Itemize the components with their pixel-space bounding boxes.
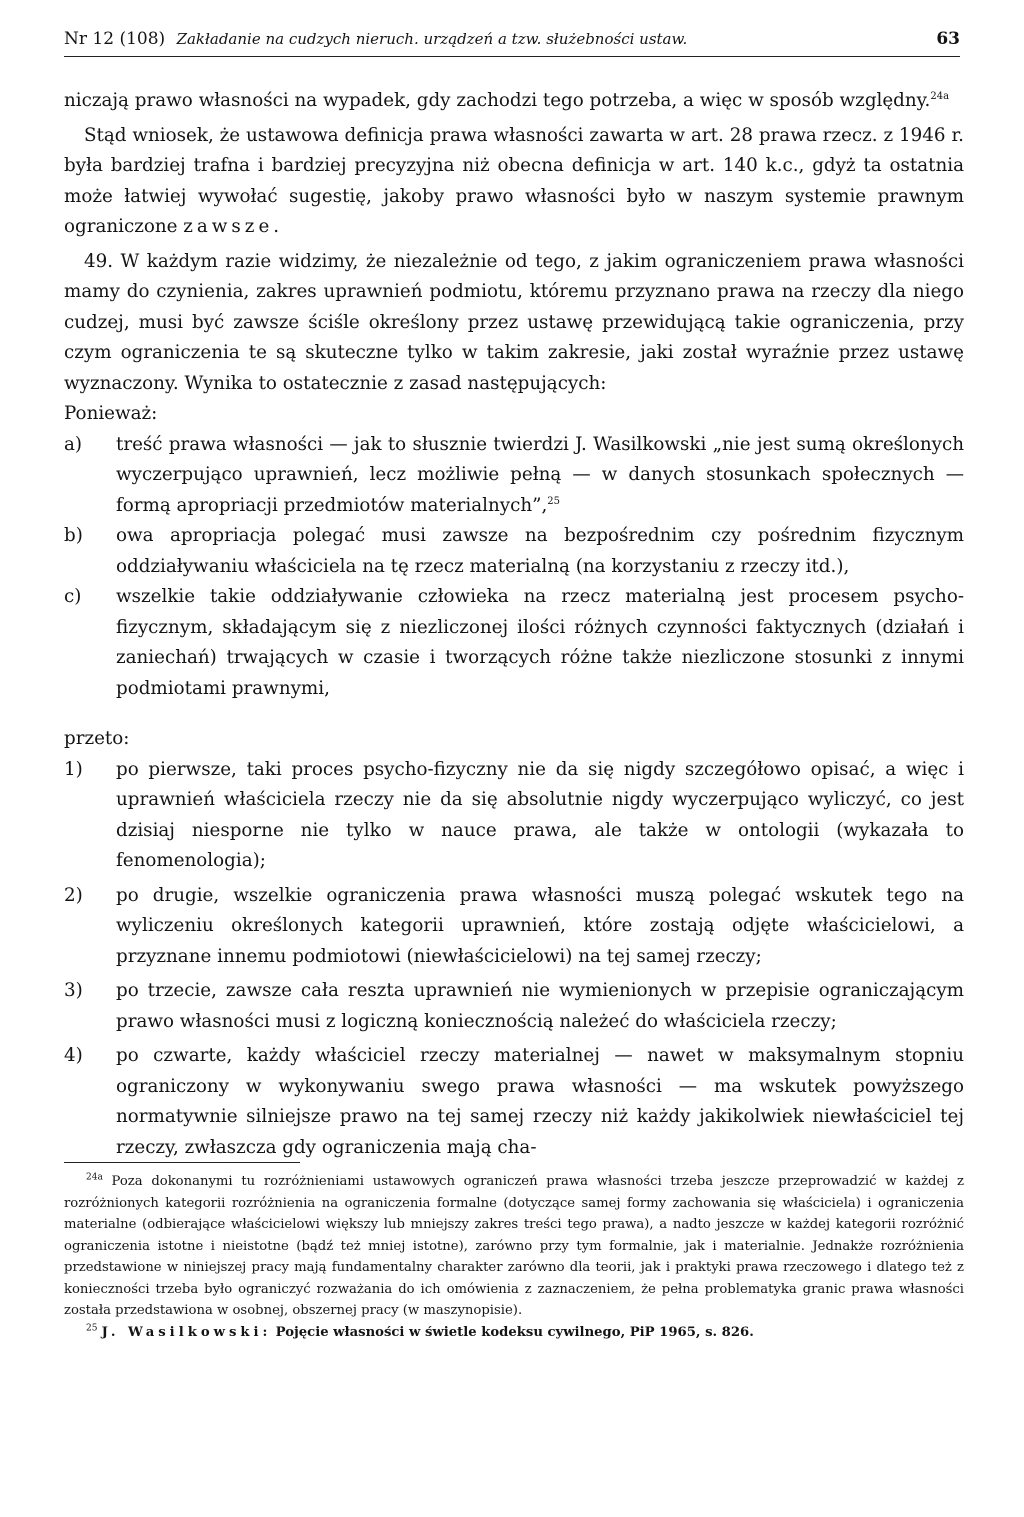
item-label: c) <box>64 586 82 607</box>
conclusions-list <box>64 755 964 1164</box>
item-label: 3) <box>64 980 83 1001</box>
item-text: treść prawa własności — jak to słusznie twierdzi J. Wasilkowski „nie jest sumą określonych wyczerpująco uprawnień, lecz możliwie pełną — w danych stosunkach społecznych — formą apropriacji przedmiotów materialnych”,$^{25}$ <box>116 433 964 516</box>
list-item <box>64 976 964 1037</box>
list-item <box>64 881 964 973</box>
item-label: b) <box>64 525 83 546</box>
item-text: po drugie, wszelkie ograniczenia prawa własności muszą polegać wskutek tego na wyliczeniu określonych kategorii uprawnień, które zostają odjęte właścicielowi, a przyznane innemu podmiotowi (niewłaścicielowi) na tej samej rzeczy; <box>116 884 964 967</box>
footnote-mark: 24a <box>86 1172 103 1183</box>
paragraph-definition: Stąd wniosek, że ustawowa definicja prawa własności zawarta w art. 28 prawa rzecz. z 1946 r. była bardziej trafna i bardziej precyzyjna niż obecna definicja w art. 140 k.c., gdyż ta ostatnia może łatwiej wywołać sugestię, jakoby prawo własności było w naszym systemie prawnym ograniczone zawsze. <box>64 124 964 237</box>
premises-list <box>64 430 964 705</box>
running-title: Zakładanie na cudzych nieruch. urządzeń a tzw. służebności ustaw. <box>176 30 688 48</box>
item-label: 1) <box>64 758 83 780</box>
poniewaz-label: Ponieważ: <box>64 403 158 424</box>
item-label: 4) <box>64 1045 83 1066</box>
page-number: 63 <box>936 29 960 49</box>
item-text: wszelkie takie oddziaływanie człowieka na rzecz materialną jest procesem psycho-fizycznym, składającym się z niezliczonej ilości różnych czynności faktycznych (działań i zaniechań) trwających w czasie i tworzących różne także niezliczone stosunki z innymi podmiotami prawnymi, <box>116 586 964 699</box>
item-label: 2) <box>64 884 83 906</box>
item-label: a) <box>64 433 83 455</box>
list-item <box>64 521 964 582</box>
running-header <box>64 28 960 57</box>
footnote-separator <box>64 1162 300 1163</box>
footnote-25 <box>64 1322 964 1344</box>
list-item <box>64 430 964 522</box>
header-left <box>64 28 687 50</box>
footnote-ref-25: 25 <box>547 495 560 507</box>
item-text: po trzecie, zawsze cała reszta uprawnień nie wymienionych w przepisie ograniczającym prawo własności musi z logiczną koniecznością należeć do właściciela rzeczy; <box>116 980 964 1032</box>
footnote-citation: Pojęcie własności w świetle kodeksu cywilnego, PiP 1965, s. 826. <box>275 1324 754 1340</box>
spaced-emphasis: zawsze. <box>183 216 284 237</box>
footnote-ref-24a: 24a <box>930 90 950 102</box>
footnotes <box>64 1162 964 1343</box>
spacer <box>64 704 964 724</box>
list-item <box>64 582 964 704</box>
footnote-author: J. Wasilkowski: <box>101 1324 272 1340</box>
list-item <box>64 1041 964 1163</box>
paragraph-49: 49. W każdym razie widzimy, że niezależnie od tego, z jakim ograniczeniem prawa własności mamy do czynienia, zakres uprawnień podmiotu, któremu przyznano prawa na rzeczy dla niego cudzej, musi być zawsze ściśle określony przez ustawę przewidującą takie ograniczenia, przy czym ograniczenia te są skuteczne tylko w takim zakresie, jaki został wyraźnie przez ustawę wyznaczony. Wynika to ostatecznie z zasad następujących: <box>64 250 964 394</box>
footnote-24a: $^{24a}$ Poza dokonanymi tu rozróżnieniami ustawowych ograniczeń prawa własności trzeba jeszcze przeprowadzić w każdej z rozróżnionych kategorii rozróżnienia na ograniczenia formalne (dotyczące samej formy zachowania się właściciela) i ograniczenia materialne (odbierające właścicielowi większy lub mniejszy zakres treści tego prawa), a nadto jeszcze w każdej kategorii rozróżnić ograniczenia istotne i nieistotne (bądź też mniej istotne), zarówno przy tym formalnie, jak i materialnie. Jednakże rozróżnienia przedstawione w niniejszej pracy mają fundamentalny charakter zarówno dla teorii, jak i praktyki prawa rzeczowego i dlatego też z konieczności trzeba było ograniczyć rozważania do ich omówienia z zaznaczeniem, że pełna problematyka granic prawa własności została przedstawiona w osobnej, obszernej pracy (w maszynopisie). <box>64 1172 964 1318</box>
paragraph-continuation: niczają prawo własności na wypadek, gdy zachodzi tego potrzeba, a więc w sposób względny.$^{24a}$ <box>64 90 950 111</box>
przeto-label: przeto: <box>64 728 130 749</box>
footnote-mark: 25 <box>86 1323 98 1334</box>
item-text: po pierwsze, taki proces psycho-fizyczny nie da się nigdy szczegółowo opisać, a więc i uprawnień właściciela rzeczy nie da się absolutnie nigdy wyczerpująco wyliczyć, co jest dzisiaj niesporne nie tylko w nauce prawa, ale także w ontologii (wykazała to fenomenologia); <box>116 758 964 871</box>
main-text <box>64 86 964 1163</box>
item-text: owa apropriacja polegać musi zawsze na bezpośrednim czy pośrednim fizycznym oddziaływaniu właściciela na tę rzecz materialną (na korzystaniu z rzeczy itd.), <box>116 525 964 577</box>
item-text: po czwarte, każdy właściciel rzeczy materialnej — nawet w maksymalnym stopniu ograniczony w wykonywaniu swego prawa własności — ma wskutek powyższego normatywnie silniejsze prawo na tej samej rzeczy niż każdy jakikolwiek niewłaściciel tej rzeczy, zwłaszcza gdy ograniczenia mają cha- <box>116 1045 964 1158</box>
issue-number: Nr 12 (108) <box>64 29 166 49</box>
list-item <box>64 755 964 877</box>
